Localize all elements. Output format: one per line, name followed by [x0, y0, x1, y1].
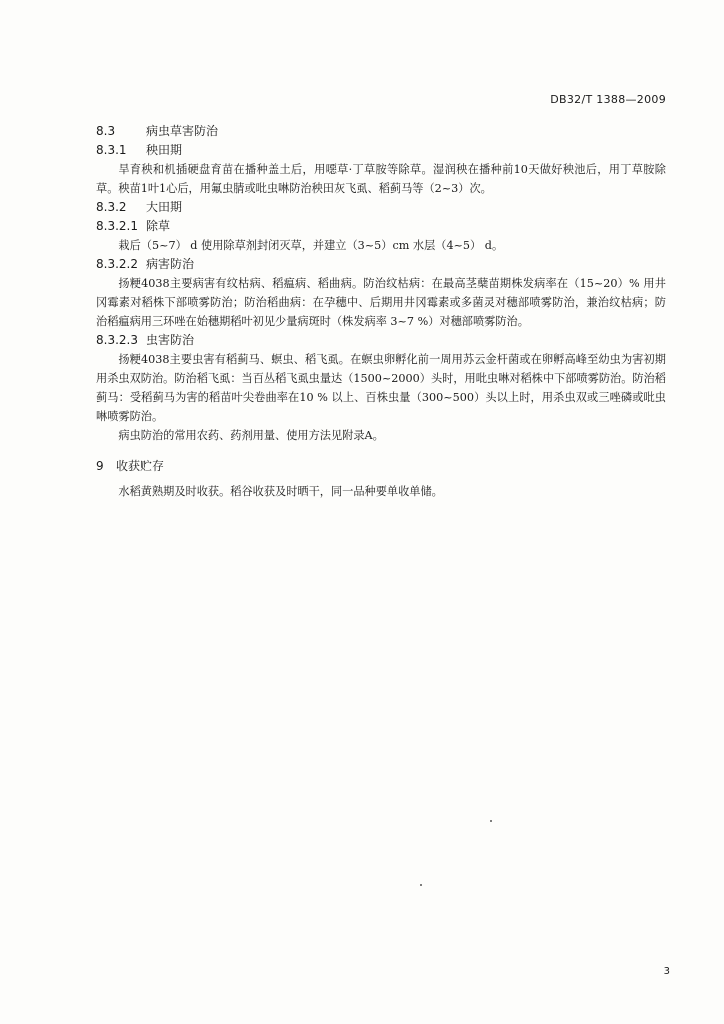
heading-8-3 [96, 122, 666, 141]
heading-8-3-2-3 [96, 331, 666, 350]
heading-number: 8.3.2.1 [96, 219, 138, 233]
heading-8-3-2-1 [96, 217, 666, 236]
paragraph-pest-control: 扬粳4038主要虫害有稻蓟马、螟虫、稻飞虱。在螟虫卵孵化前一周用苏云金杆菌或在卵孵高峰至幼虫为害初期用杀虫双防治。防治稻飞虱：当百丛稻飞虱虫量达（1500~2000）头时，用吡虫啉对稻株中下部喷雾防治。防治稻蓟马：受稻蓟马为害的稻苗叶尖卷曲率在10 % 以上、百株虫量（300~500）头以上时，用杀虫双或三唑磷或吡虫啉喷雾防治。 [96, 353, 666, 423]
paragraph-weeding: 栽后（5~7） d 使用除草剂封闭灭草，并建立（3~5）cm 水层（4~5） d。 [118, 239, 504, 252]
heading-title: 秧田期 [146, 143, 183, 157]
heading-number: 9 [96, 459, 104, 473]
standard-code: DB32/T 1388—2009 [550, 93, 666, 106]
paragraph-seedbed: 旱育秧和机插硬盘育苗在播种盖土后，用噁草·丁草胺等除草。湿润秧在播种前10天做好秧池后，用丁草胺除草。秧苗1叶1心后，用氟虫腈或吡虫啉防治秧田灰飞虱、稻蓟马等（2~3）次。 [96, 163, 666, 195]
heading-number: 8.3.2 [96, 200, 127, 214]
heading-number: 8.3.2.3 [96, 333, 138, 347]
heading-title: 大田期 [146, 200, 183, 214]
paragraph-disease-control: 扬粳4038主要病害有纹枯病、稻瘟病、稻曲病。防治纹枯病：在最高茎蘖苗期株发病率在（15~20）% 用井冈霉素对稻株下部喷雾防治；防治稻曲病：在孕穗中、后期用井冈霉素或多菌灵对穗部喷雾防治，兼治纹枯病；防治稻瘟病用三环唑在始穗期稻叶初见少量病斑时（株发病率 3~7 %）对穗部喷雾防治。 [96, 277, 666, 328]
heading-title: 虫害防治 [146, 333, 195, 347]
heading-number: 8.3.2.2 [96, 257, 138, 271]
document-body [96, 122, 666, 501]
page-number: 3 [663, 966, 670, 977]
scan-speck [490, 820, 492, 822]
paragraph-appendix-note: 病虫防治的常用农药、药剂用量、使用方法见附录A。 [118, 429, 384, 442]
section-gap [96, 445, 666, 457]
heading-8-3-2-2 [96, 255, 666, 274]
heading-8-3-1 [96, 141, 666, 160]
paragraph-harvest: 水稻黄熟期及时收获。稻谷收获及时晒干，同一品种要单收单储。 [118, 485, 443, 498]
heading-number: 8.3.1 [96, 143, 127, 157]
heading-8-3-2 [96, 198, 666, 217]
heading-title: 病虫草害防治 [146, 124, 219, 138]
heading-9 [96, 457, 666, 476]
heading-title: 病害防治 [146, 257, 195, 271]
heading-title: 除草 [146, 219, 171, 233]
heading-title: 收获贮存 [116, 459, 165, 473]
heading-number: 8.3 [96, 124, 116, 138]
scan-speck [420, 884, 422, 886]
